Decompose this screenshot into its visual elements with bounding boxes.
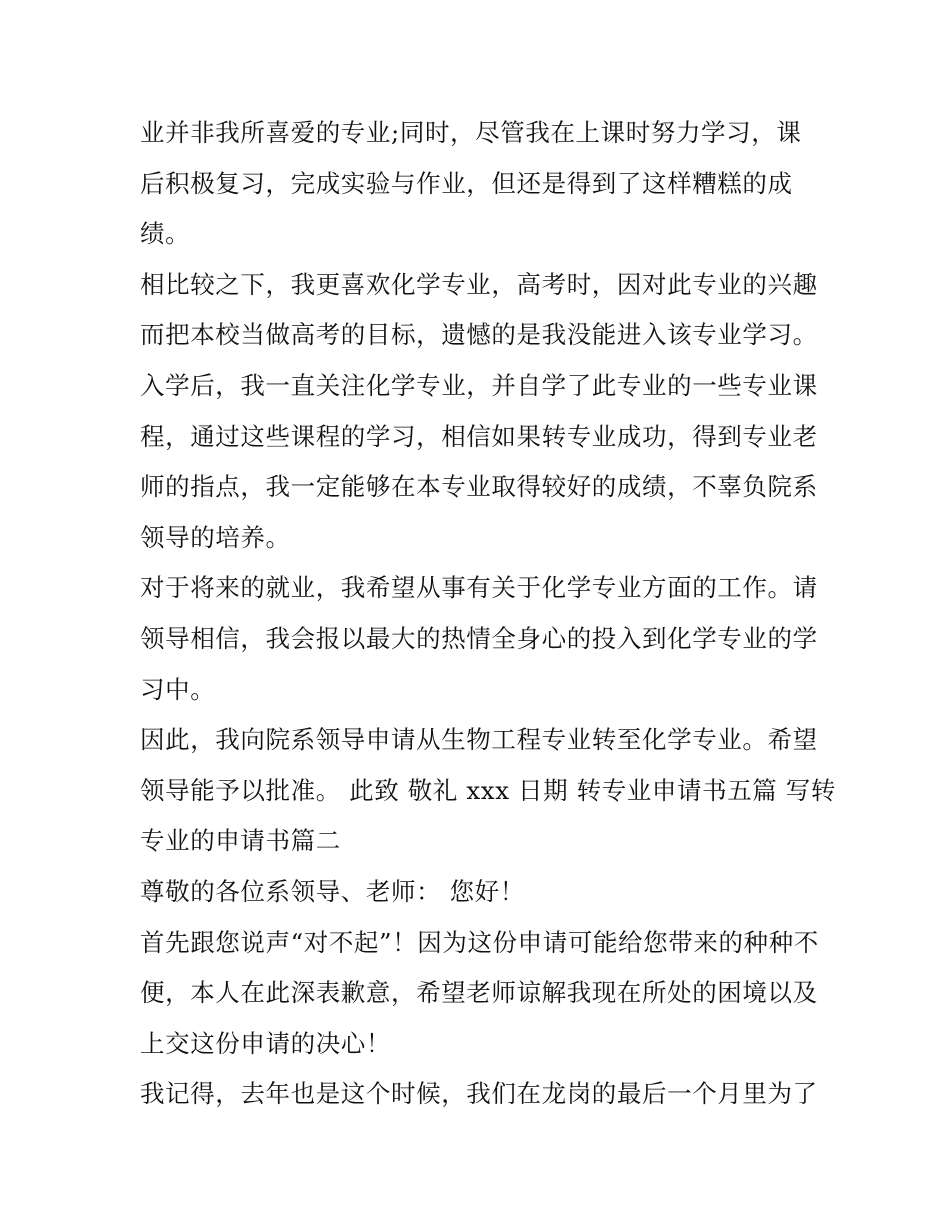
text-line: 领导能予以批准。 此致 敬礼 xxx 日期 转专业申请书五篇 写转 [140, 775, 836, 805]
text-line: 后积极复习，完成实验与作业，但还是得到了这样糟糕的成 [140, 168, 793, 198]
document-body [140, 108, 836, 1120]
text-line: 专业的申请书篇二 [140, 826, 341, 856]
text-line: 绩。 [140, 219, 191, 249]
text-line: 师的指点，我一定能够在本专业取得较好的成绩，不辜负院系 [140, 472, 818, 502]
text-line: 首先跟您说声“对不起”！因为这份申请可能给您带来的种种不 [140, 927, 819, 957]
text-line: 习中。 [140, 674, 216, 704]
text-line: 上交这份申请的决心！ [140, 1028, 391, 1058]
text-line: 因此，我向院系领导申请从生物工程专业转至化学专业。希望 [140, 725, 818, 755]
text-line: 便，本人在此深表歉意，希望老师谅解我现在所处的困境以及 [140, 978, 818, 1008]
text-line: 而把本校当做高考的目标，遗憾的是我没能进入该专业学习。 [140, 320, 818, 350]
text-line: 我记得，去年也是这个时候，我们在龙岗的最后一个月里为了 [140, 1079, 818, 1109]
text-line: 对于将来的就业，我希望从事有关于化学专业方面的工作。请 [140, 573, 818, 603]
text-line: 领导相信，我会报以最大的热情全身心的投入到化学专业的学 [140, 623, 818, 653]
text-line: 业并非我所喜爱的专业;同时，尽管我在上课时努力学习，课 [140, 118, 802, 147]
text-line: 尊敬的各位系领导、老师： 您好！ [140, 876, 525, 906]
text-line: 程，通过这些课程的学习，相信如果转专业成功，得到专业老 [140, 421, 818, 451]
text-line: 领导的培养。 [140, 522, 291, 552]
text-line: 相比较之下，我更喜欢化学专业，高考时，因对此专业的兴趣 [140, 269, 818, 299]
text-line: 入学后，我一直关注化学专业，并自学了此专业的一些专业课 [140, 370, 818, 400]
